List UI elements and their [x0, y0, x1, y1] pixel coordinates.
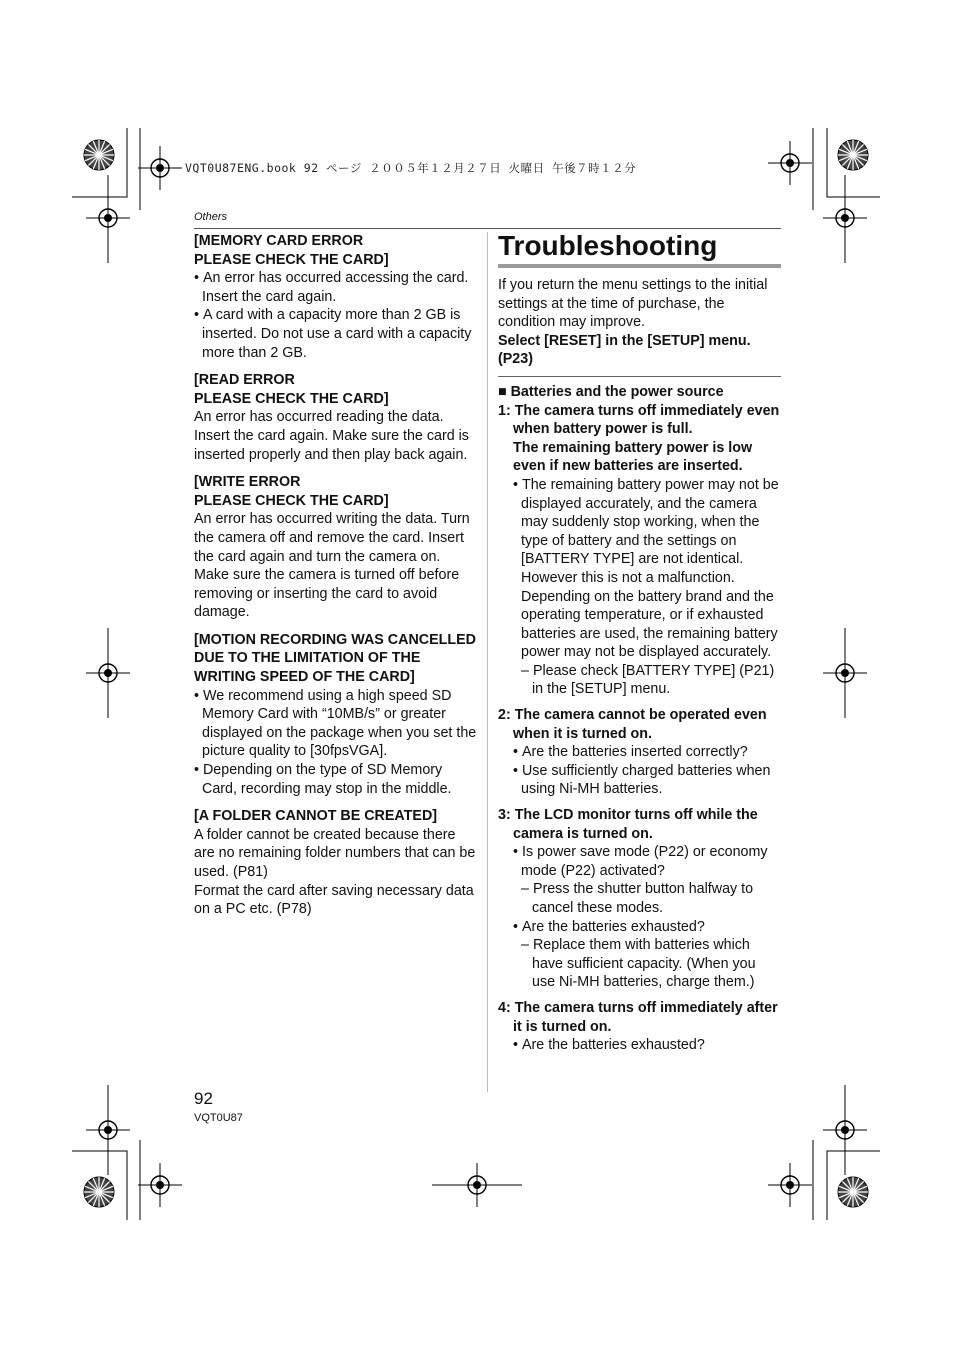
intro-text: If you return the menu settings to the initial settings at the time of purchase, the condition may improve. — [498, 277, 768, 331]
read-error-heading: [READ ERROR PLEASE CHECK THE CARD] — [194, 372, 389, 407]
q3-bullet-1: • Is power save mode (P22) or economy mode (P22) activated? — [498, 843, 781, 880]
section-rule — [498, 376, 781, 377]
q1-dash-1: – Please check [BATTERY TYPE] (P21) in the [SETUP] menu. — [498, 662, 781, 699]
intro-instruction: Select [RESET] in the [SETUP] menu. (P23) — [498, 332, 751, 368]
section-label: Others — [194, 211, 228, 223]
page-number: 92 — [194, 1089, 213, 1108]
q2-heading: 2: The camera cannot be operated even when it is turned on. — [498, 707, 767, 742]
document-code: VQT0U87 — [194, 1112, 243, 1124]
right-column — [498, 232, 781, 1055]
q4-bullet-1: • Are the batteries exhausted? — [498, 1036, 781, 1055]
read-error-text: An error has occurred reading the data. Insert the card again. Make sure the card is inserted properly and then play back again. — [194, 409, 469, 463]
motion-recording-bullet-1: • We recommend using a high speed SD Memory Card with “10MB/s” or greater displayed on the package when you set the picture quality to [30fpsVGA]. — [194, 687, 479, 761]
folder-error-text-1: A folder cannot be created because there are no remaining folder numbers that can be used. (P81) — [194, 826, 476, 880]
memory-card-error-bullet-1: • An error has occurred accessing the card. Insert the card again. — [194, 269, 479, 306]
folder-error-heading: [A FOLDER CANNOT BE CREATED] — [194, 808, 438, 825]
memory-card-error-bullet-2: • A card with a capacity more than 2 GB is inserted. Do not use a card with a capacity more than 2 GB. — [194, 306, 479, 362]
memory-card-error-heading: [MEMORY CARD ERROR PLEASE CHECK THE CARD] — [194, 233, 389, 268]
q3-bullet-2: • Are the batteries exhausted? — [498, 918, 781, 937]
q3-heading: 3: The LCD monitor turns off while the camera is turned on. — [498, 807, 758, 842]
print-header: VQT0U87ENG.book 92 ページ ２００５年１２月２７日 火曜日 午後７時１２分 — [185, 161, 637, 175]
q1-heading: 1: The camera turns off immediately even when battery power is full. The remaining battery power is low even if new batteries are inserted. — [498, 402, 780, 475]
q2-bullet-1: • Are the batteries inserted correctly? — [498, 743, 781, 762]
category-heading: ■ Batteries and the power source — [498, 383, 781, 402]
q3-dash-2: – Replace them with batteries which have sufficient capacity. (When you use Ni-MH batteries, charge them.) — [498, 936, 781, 992]
motion-recording-heading: [MOTION RECORDING WAS CANCELLED DUE TO THE LIMITATION OF THE WRITING SPEED OF THE CARD] — [194, 631, 476, 686]
q3-dash-1: – Press the shutter button halfway to cancel these modes. — [498, 880, 781, 917]
q2-bullet-2: • Use sufficiently charged batteries when using Ni-MH batteries. — [498, 762, 781, 799]
q4-heading: 4: The camera turns off immediately after it is turned on. — [498, 999, 778, 1035]
column-divider — [487, 232, 488, 1092]
write-error-text: An error has occurred writing the data. Turn the camera off and remove the card. Insert the card again and turn the camera on. Make sure the camera is turned off before removing or inserting the card to avoid damage. — [194, 511, 470, 621]
page-title: Troubleshooting — [498, 230, 718, 261]
folder-error-text-2: Format the card after saving necessary data on a PC etc. (P78) — [194, 882, 474, 918]
left-column — [194, 232, 479, 919]
motion-recording-bullet-2: • Depending on the type of SD Memory Card, recording may stop in the middle. — [194, 761, 479, 798]
title-underline — [498, 264, 781, 268]
q1-bullet-1: • The remaining battery power may not be displayed accurately, and the camera may suddenly stop working, when the type of battery and the settings on [BATTERY TYPE] are not identical. However this is not a malfunction. Depending on the battery brand and the operating temperature, or if exhausted batteries are used, the remaining battery power may not be displayed accurately. — [498, 476, 781, 662]
write-error-heading: [WRITE ERROR PLEASE CHECK THE CARD] — [194, 474, 389, 509]
header-rule — [194, 228, 781, 229]
